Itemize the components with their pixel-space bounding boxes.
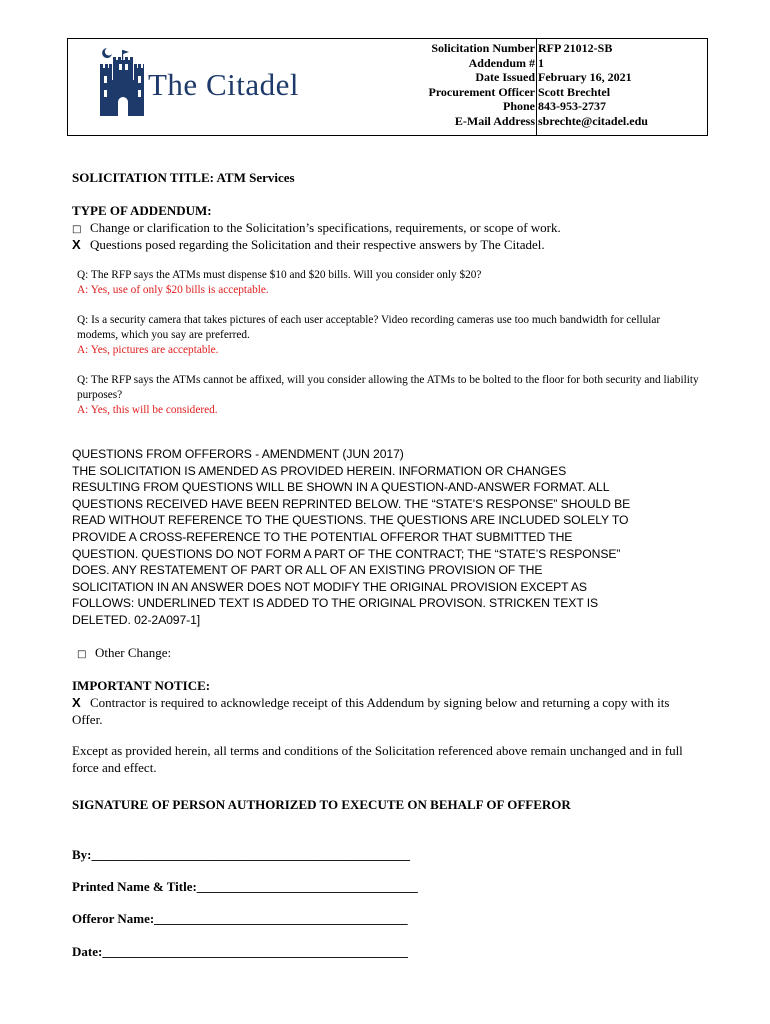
- header-values: [538, 41, 708, 129]
- checkbox-icon: □: [77, 649, 87, 660]
- signature-offeror-field[interactable]: Offeror Name:_______________________________________: [72, 911, 408, 926]
- value-addendum: 1: [538, 55, 544, 70]
- amendment-line: DOES. ANY RESTATEMENT OF PART OR ALL OF AN EXISTING PROVISION OF THE: [72, 563, 543, 578]
- notice-heading: IMPORTANT NOTICE:: [72, 678, 211, 693]
- label-phone: Phone: [502, 99, 535, 114]
- answer-1: A: Yes, use of only $20 bills is acceptable.: [77, 284, 269, 296]
- label-procurement-officer: Procurement Officer: [428, 84, 535, 99]
- type-option-questions: [72, 237, 545, 254]
- amendment-line: THE SOLICITATION IS AMENDED AS PROVIDED HEREIN. INFORMATION OR CHANGES: [72, 463, 567, 478]
- question-3: Q: The RFP says the ATMs cannot be affixed, will you consider allowing the ATMs to be bolted to the floor for both security and liability purposes?: [77, 374, 699, 401]
- question-1: Q: The RFP says the ATMs must dispense $10 and $20 bills. Will you consider only $20?: [77, 269, 482, 281]
- header-labels: [400, 41, 535, 129]
- label-date-issued: Date Issued: [475, 70, 535, 85]
- value-phone: 843-953-2737: [538, 99, 606, 114]
- value-email: sbrechte@citadel.edu: [538, 113, 648, 128]
- amendment-line: PROVIDE A CROSS-REFERENCE TO THE POTENTIAL OFFEROR THAT SUBMITTED THE: [72, 529, 573, 544]
- value-procurement-officer: Scott Brechtel: [538, 84, 611, 99]
- signature-by-field[interactable]: By:_________________________________________________: [72, 847, 410, 862]
- signature-date-field[interactable]: Date:_______________________________________________: [72, 944, 408, 959]
- qa-item-2: [77, 313, 702, 358]
- other-change: [77, 645, 171, 664]
- amendment-line: READ WITHOUT REFERENCE TO THE QUESTIONS. THE QUESTIONS ARE INCLUDED SOLELY TO: [72, 513, 629, 528]
- x-mark: X: [72, 237, 81, 252]
- except-paragraph: Except as provided herein, all terms and conditions of the Solicitation referenced above remain unchanged and in full force and effect.: [72, 743, 683, 775]
- logo-text: The Citadel: [148, 67, 299, 102]
- amendment-line: QUESTIONS RECEIVED HAVE BEEN REPRINTED BELOW. THE “STATE’S RESPONSE” SHOULD BE: [72, 496, 631, 511]
- amendment-line: QUESTION. QUESTIONS DO NOT FORM A PART OF THE CONTRACT; THE “STATE’S RESPONSE”: [72, 546, 621, 561]
- amendment-line: SOLICITATION IN AN ANSWER DOES NOT MODIFY THE ORIGINAL PROVISION EXCEPT AS: [72, 579, 587, 594]
- notice-body: Contractor is required to acknowledge receipt of this Addendum by signing below and returning a copy with its Offer.: [72, 695, 670, 727]
- label-email: E-Mail Address: [454, 113, 535, 128]
- notice-text: [72, 695, 702, 728]
- answer-3: A: Yes, this will be considered.: [77, 404, 218, 416]
- checkbox-icon: □: [72, 224, 82, 235]
- signature-name-title-field[interactable]: Printed Name & Title:__________________________________: [72, 879, 418, 894]
- type-option-questions-text: Questions posed regarding the Solicitation and their respective answers by The Citadel.: [90, 237, 545, 252]
- amendment-line: FOLLOWS: UNDERLINED TEXT IS ADDED TO THE ORIGINAL PROVISON. STRICKEN TEXT IS: [72, 596, 599, 611]
- label-addendum: Addendum #: [468, 55, 535, 70]
- signature-heading: SIGNATURE OF PERSON AUTHORIZED TO EXECUTE ON BEHALF OF OFFEROR: [72, 797, 571, 812]
- castle-icon: [96, 48, 144, 118]
- header-divider: [536, 38, 537, 136]
- qa-item-3: [77, 373, 702, 418]
- solicitation-title: SOLICITATION TITLE: ATM Services: [72, 170, 295, 185]
- value-solicitation-number: RFP 21012-SB: [538, 41, 613, 55]
- answer-2: A: Yes, pictures are acceptable.: [77, 344, 219, 356]
- type-option-change-text: Change or clarification to the Solicitation’s specifications, requirements, or scope of work.: [90, 220, 561, 235]
- label-solicitation-number: Solicitation Number: [431, 41, 535, 55]
- value-date-issued: February 16, 2021: [538, 70, 632, 85]
- qa-item-1: [77, 268, 702, 298]
- amendment-line: RESULTING FROM QUESTIONS WILL BE SHOWN IN A QUESTION-AND-ANSWER FORMAT. ALL: [72, 480, 610, 495]
- type-option-change: [72, 220, 561, 239]
- x-mark: X: [72, 695, 81, 710]
- amendment-block: [72, 446, 630, 629]
- citadel-logo: [96, 48, 386, 118]
- type-heading: TYPE OF ADDENDUM:: [72, 203, 212, 218]
- amendment-line: QUESTIONS FROM OFFERORS - AMENDMENT (JUN 2017): [72, 447, 404, 461]
- other-change-text: Other Change:: [95, 645, 172, 660]
- amendment-line: DELETED. 02-2A097-1]: [72, 612, 201, 627]
- question-2: Q: Is a security camera that takes pictures of each user acceptable? Video recording cameras use too much bandwidth for cellular modems, which you say are preferred.: [77, 314, 661, 341]
